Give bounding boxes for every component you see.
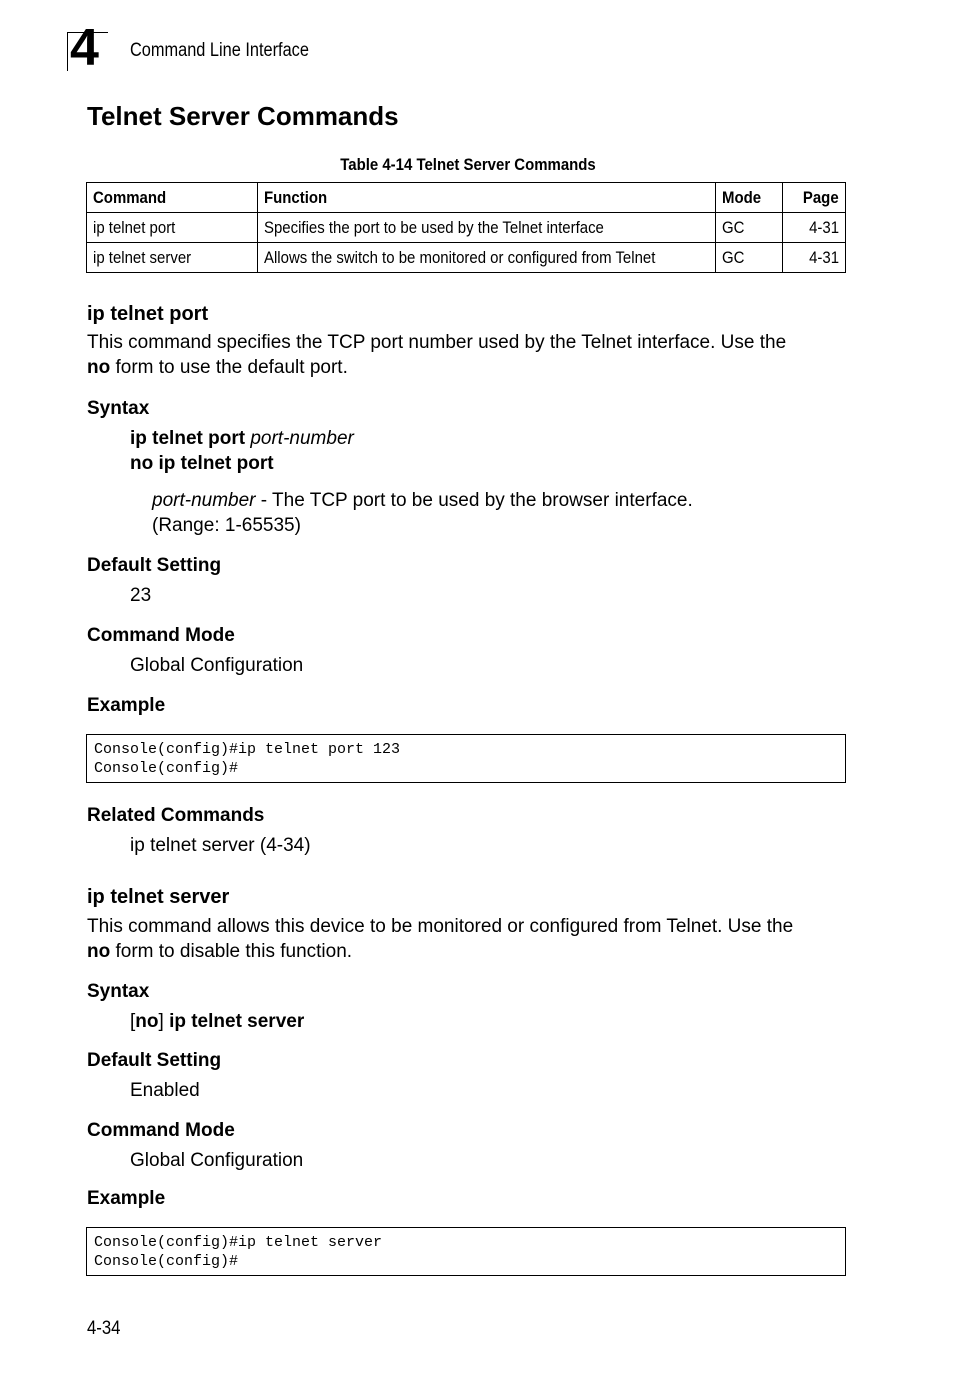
table-cell-page: 4-31 <box>783 243 846 273</box>
cmd2-syntax-heading: Syntax <box>87 981 150 1002</box>
table-cell-command: ip telnet server <box>87 243 258 273</box>
cmd2-mode-heading: Command Mode <box>87 1120 235 1141</box>
code-line: Console(config)#ip telnet port 123 <box>94 741 401 758</box>
cmd2-syntax-line: [no] ip telnet server <box>130 1011 305 1032</box>
table-header-row <box>87 183 846 213</box>
cmd2-title: ip telnet server <box>87 886 230 908</box>
table-row <box>87 213 846 243</box>
code-line: Console(config)#ip telnet server <box>94 1234 383 1251</box>
chapter-number: 4 <box>70 19 98 77</box>
table-cell-mode: GC <box>716 213 783 243</box>
cmd1-default-heading: Default Setting <box>87 555 222 576</box>
commands-table <box>86 182 846 273</box>
cmd1-related-value: ip telnet server (4-34) <box>130 835 311 856</box>
table-header-page: Page <box>783 183 846 213</box>
cmd2-mode-value: Global Configuration <box>130 1150 304 1171</box>
table-cell-mode: GC <box>716 243 783 273</box>
cmd1-parameter-description: port-number - The TCP port to be used by the browser interface. (Range: 1-65535) <box>152 490 693 536</box>
table-header-function: Function <box>258 183 716 213</box>
cmd1-title: ip telnet port <box>87 303 209 325</box>
cmd1-default-value: 23 <box>130 585 152 606</box>
cmd2-description: This command allows this device to be monitored or configured from Telnet. Use the no form to disable this function. <box>87 916 794 962</box>
cmd1-syntax-line2: no ip telnet port <box>130 453 274 474</box>
cmd1-mode-value: Global Configuration <box>130 655 304 676</box>
cmd1-example-heading: Example <box>87 695 166 716</box>
cmd2-example-code <box>86 1227 846 1276</box>
table-cell-page: 4-31 <box>783 213 846 243</box>
code-line: Console(config)# <box>94 760 239 777</box>
cmd1-description: This command specifies the TCP port number used by the Telnet interface. Use the no form to use the default port. <box>87 332 787 378</box>
code-line: Console(config)# <box>94 1253 239 1270</box>
cmd1-mode-heading: Command Mode <box>87 625 235 646</box>
table-header-command: Command <box>87 183 258 213</box>
cmd1-example-code <box>86 734 846 783</box>
table-row <box>87 243 846 273</box>
cmd2-default-value: Enabled <box>130 1080 200 1101</box>
cmd2-default-heading: Default Setting <box>87 1050 222 1071</box>
running-head: Command Line Interface <box>130 40 309 61</box>
cmd2-example-heading: Example <box>87 1188 166 1209</box>
page-title: Telnet Server Commands <box>87 101 399 131</box>
cmd1-syntax-line1: ip telnet port port-number <box>130 428 354 449</box>
table-cell-command: ip telnet port <box>87 213 258 243</box>
table-cell-function: Allows the switch to be monitored or configured from Telnet <box>258 243 716 273</box>
table-caption: Table 4-14 Telnet Server Commands <box>340 155 596 174</box>
cmd1-syntax-heading: Syntax <box>87 398 150 419</box>
table-header-mode: Mode <box>716 183 783 213</box>
page-number: 4-34 <box>87 1318 121 1339</box>
table-cell-function: Specifies the port to be used by the Telnet interface <box>258 213 716 243</box>
cmd1-related-heading: Related Commands <box>87 805 265 826</box>
